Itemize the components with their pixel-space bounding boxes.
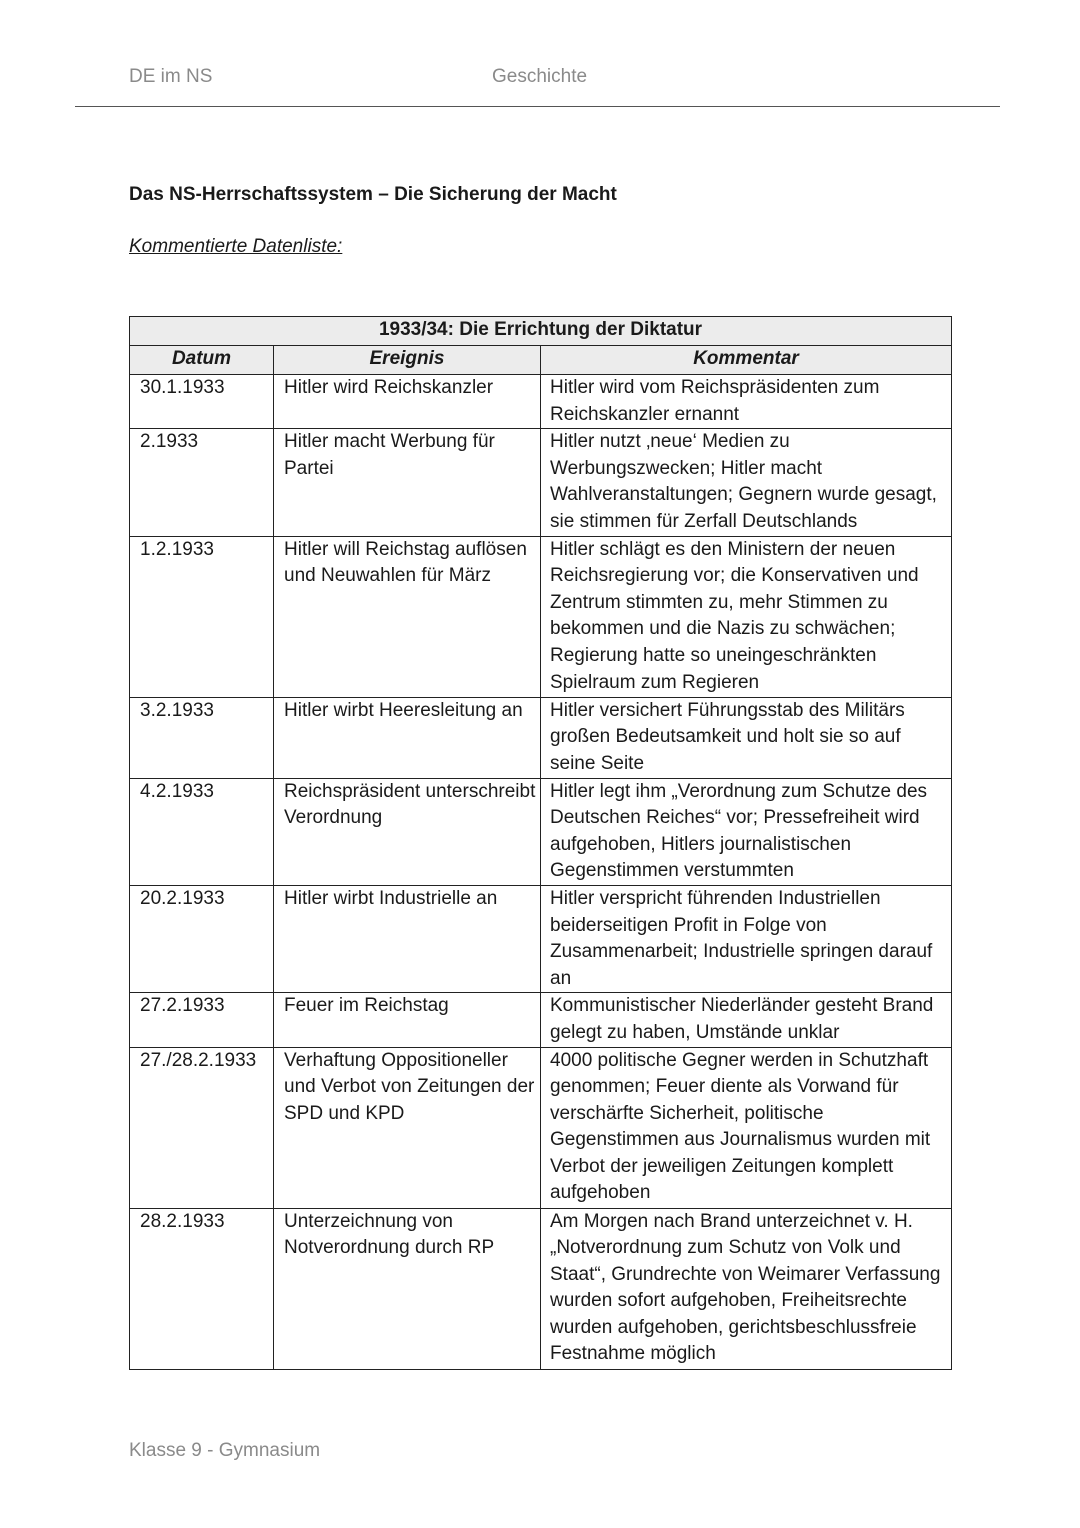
footer-class-level: Klasse 9 - Gymnasium (129, 1440, 321, 1461)
table-row (130, 885, 952, 992)
cell-kommentar: Hitler verspricht führenden Industriellen beiderseitigen Profit in Folge von Zusammenarbeit; Industrielle springen darauf an (541, 885, 952, 992)
data-list-table (129, 316, 952, 1370)
cell-ereignis: Hitler macht Werbung für Partei (274, 429, 541, 536)
header-course: Geschichte (492, 66, 588, 87)
cell-kommentar: Hitler legt ihm „Verordnung zum Schutze des Deutschen Reiches“ vor; Pressefreiheit wird aufgehoben, Hitlers journalistischen Gegenstimmen verstummten (541, 778, 952, 885)
table-row (130, 536, 952, 697)
cell-ereignis: Feuer im Reichstag (274, 993, 541, 1047)
column-header-datum: Datum (130, 346, 274, 375)
cell-ereignis: Reichspräsident unterschreibt Verordnung (274, 778, 541, 885)
table-row (130, 1208, 952, 1369)
cell-datum: 4.2.1933 (130, 778, 274, 885)
cell-datum: 27./28.2.1933 (130, 1047, 274, 1208)
column-header-kommentar: Kommentar (541, 346, 952, 375)
table-row (130, 375, 952, 429)
header-divider (75, 106, 1000, 107)
cell-kommentar: Hitler versichert Führungsstab des Militärs großen Bedeutsamkeit und holt sie so auf seine Seite (541, 697, 952, 778)
cell-ereignis: Hitler wird Reichskanzler (274, 375, 541, 429)
table-row (130, 1047, 952, 1208)
cell-datum: 3.2.1933 (130, 697, 274, 778)
cell-datum: 1.2.1933 (130, 536, 274, 697)
cell-ereignis: Hitler wirbt Heeresleitung an (274, 697, 541, 778)
cell-datum: 2.1933 (130, 429, 274, 536)
cell-kommentar: Kommunistischer Niederländer gesteht Brand gelegt zu haben, Umstände unklar (541, 993, 952, 1047)
table-row (130, 993, 952, 1047)
cell-datum: 28.2.1933 (130, 1208, 274, 1369)
column-header-ereignis: Ereignis (274, 346, 541, 375)
cell-kommentar: 4000 politische Gegner werden in Schutzhaft genommen; Feuer diente als Vorwand für verschärfte Sicherheit, politische Gegenstimmen aus Journalismus wurden mit Verbot der jeweiligen Zeitungen komplett aufgehoben (541, 1047, 952, 1208)
page-title: Das NS-Herrschaftssystem – Die Sicherung der Macht (129, 184, 617, 205)
cell-ereignis: Hitler will Reichstag auflösen und Neuwahlen für März (274, 536, 541, 697)
cell-ereignis: Hitler wirbt Industrielle an (274, 885, 541, 992)
cell-datum: 20.2.1933 (130, 885, 274, 992)
header-subject-title: DE im NS (129, 66, 213, 87)
table-caption: 1933/34: Die Errichtung der Diktatur (130, 317, 952, 346)
cell-datum: 30.1.1933 (130, 375, 274, 429)
cell-datum: 27.2.1933 (130, 993, 274, 1047)
cell-kommentar: Am Morgen nach Brand unterzeichnet v. H. „Notverordnung zum Schutz von Volk und Staat“, Grundrechte von Weimarer Verfassung wurden sofort aufgehoben, Freiheitsrechte wurden aufgehoben, gerichtsbeschlussfreie Festnahme möglich (541, 1208, 952, 1369)
cell-ereignis: Verhaftung Oppositioneller und Verbot von Zeitungen der SPD und KPD (274, 1047, 541, 1208)
cell-kommentar: Hitler schlägt es den Ministern der neuen Reichsregierung vor; die Konservativen und Zentrum stimmten zu, mehr Stimmen zu bekommen und die Nazis zu schwächen; Regierung hatte so uneingeschränkten Spielraum zum Regieren (541, 536, 952, 697)
page-subtitle: Kommentierte Datenliste: (129, 236, 343, 257)
table-row (130, 778, 952, 885)
cell-ereignis: Unterzeichnung von Notverordnung durch RP (274, 1208, 541, 1369)
cell-kommentar: Hitler nutzt ‚neue‘ Medien zu Werbungszwecken; Hitler macht Wahlveranstaltungen; Gegnern wurde gesagt, sie stimmen für Zerfall Deutschlands (541, 429, 952, 536)
cell-kommentar: Hitler wird vom Reichspräsidenten zum Reichskanzler ernannt (541, 375, 952, 429)
table-row (130, 697, 952, 778)
table-row (130, 429, 952, 536)
